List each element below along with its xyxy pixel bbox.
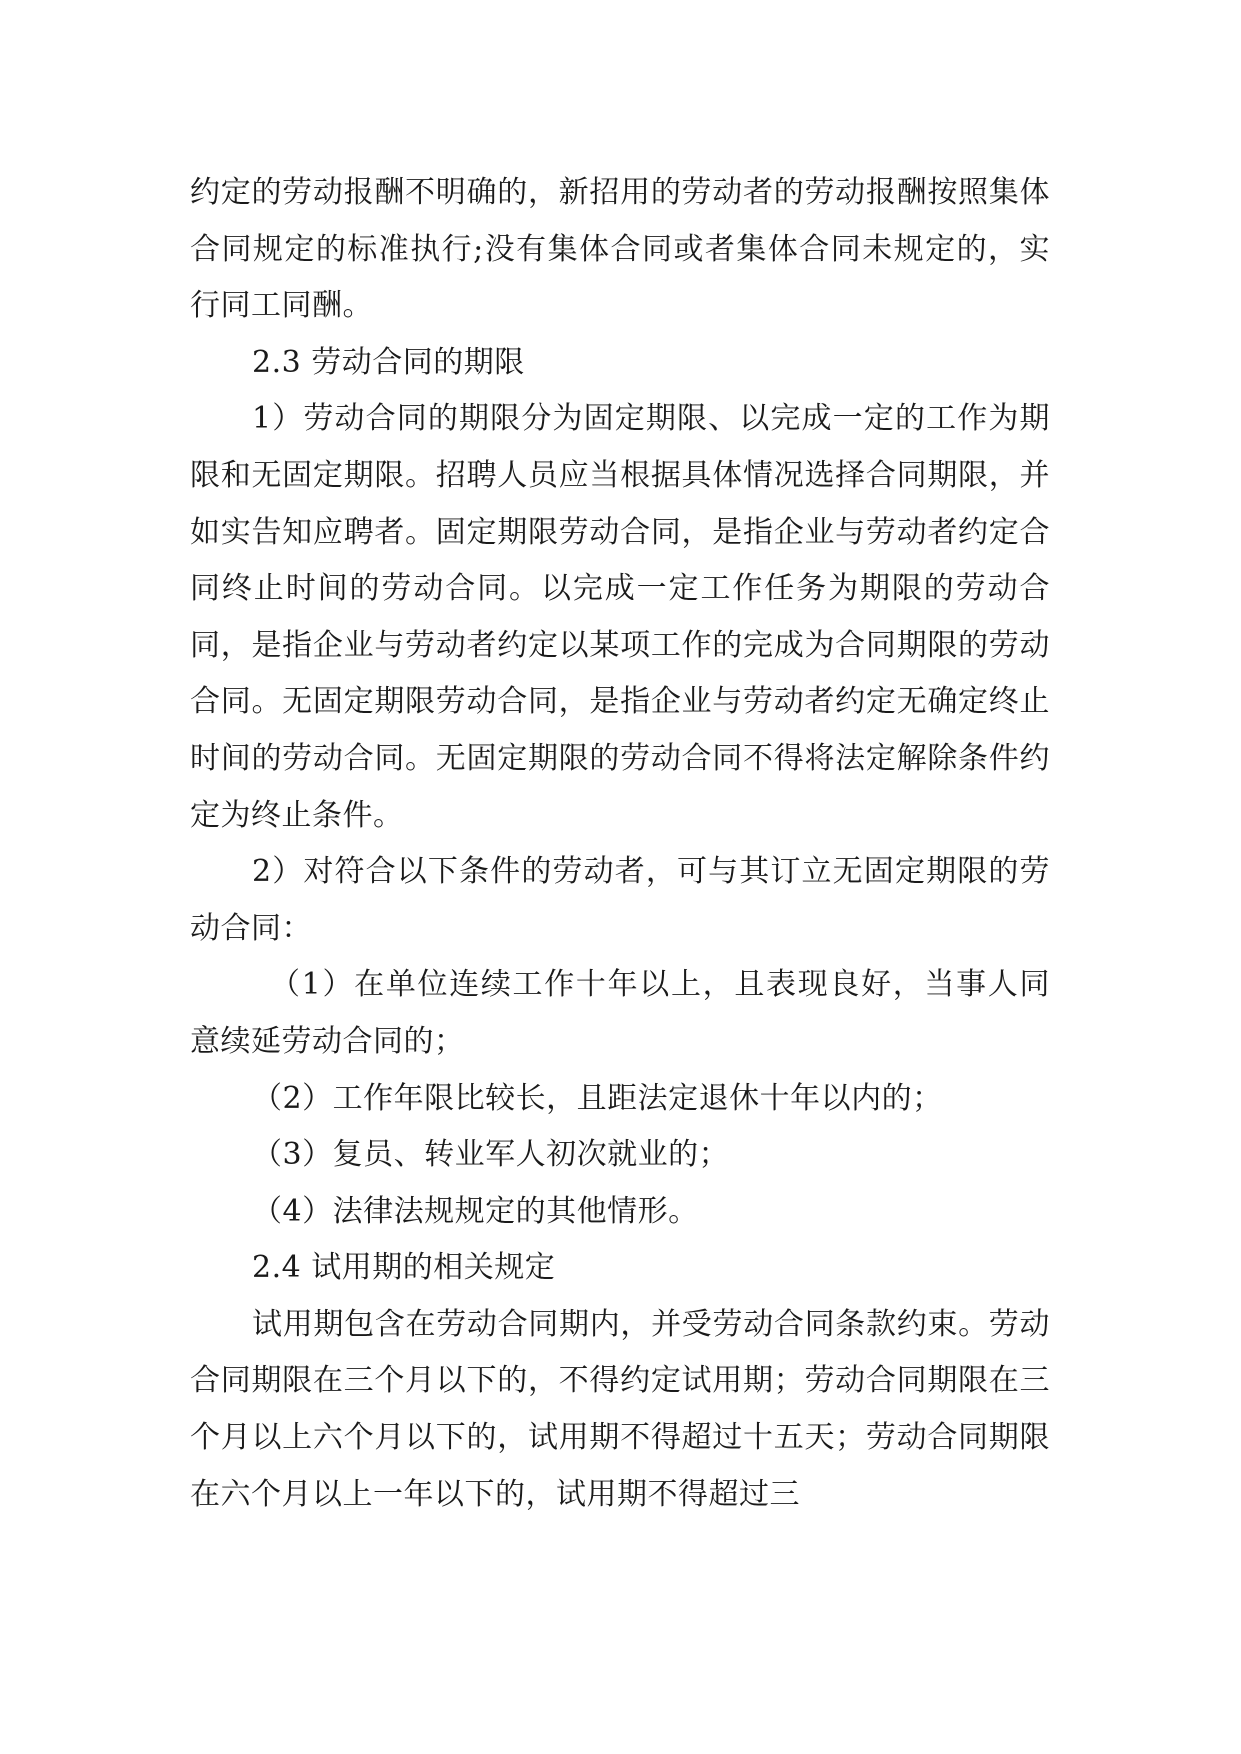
list-item-condition-4: （4）法律法规规定的其他情形。 <box>252 1193 699 1229</box>
list-item-condition-1: （1）在单位连续工作十年以上，且表现良好，当事人同意续延劳动合同的； <box>190 967 1050 1059</box>
list-item-condition-3: （3）复员、转业军人初次就业的； <box>252 1137 730 1173</box>
document-body <box>190 165 1050 1523</box>
list-item-condition-2: （2）工作年限比较长，且距法定退休十年以内的； <box>252 1080 943 1116</box>
paragraph-open-ended-conditions: 2）对符合以下条件的劳动者，可与其订立无固定期限的劳动合同： <box>190 854 1050 946</box>
section-heading-contract-term: 2.3 劳动合同的期限 <box>252 344 525 380</box>
section-heading-probation: 2.4 试用期的相关规定 <box>252 1250 556 1286</box>
paragraph-probation-rules: 试用期包含在劳动合同期内，并受劳动合同条款约束。劳动合同期限在三个月以下的，不得约定试用期；劳动合同期限在三个月以上六个月以下的，试用期不得超过十五天；劳动合同期限在六个月以上一年以下的，试用期不得超过三 <box>190 1306 1050 1512</box>
paragraph-contract-term-types: 1）劳动合同的期限分为固定期限、以完成一定的工作为期限和无固定期限。招聘人员应当根据具体情况选择合同期限，并如实告知应聘者。固定期限劳动合同，是指企业与劳动者约定合同终止时间的劳动合同。以完成一定工作任务为期限的劳动合同，是指企业与劳动者约定以某项工作的完成为合同期限的劳动合同。无固定期限劳动合同，是指企业与劳动者约定无确定终止时间的劳动合同。无固定期限的劳动合同不得将法定解除条件约定为终止条件。 <box>190 401 1050 833</box>
paragraph-remuneration: 约定的劳动报酬不明确的，新招用的劳动者的劳动报酬按照集体合同规定的标准执行;没有集体合同或者集体合同未规定的，实行同工同酬。 <box>190 175 1050 324</box>
